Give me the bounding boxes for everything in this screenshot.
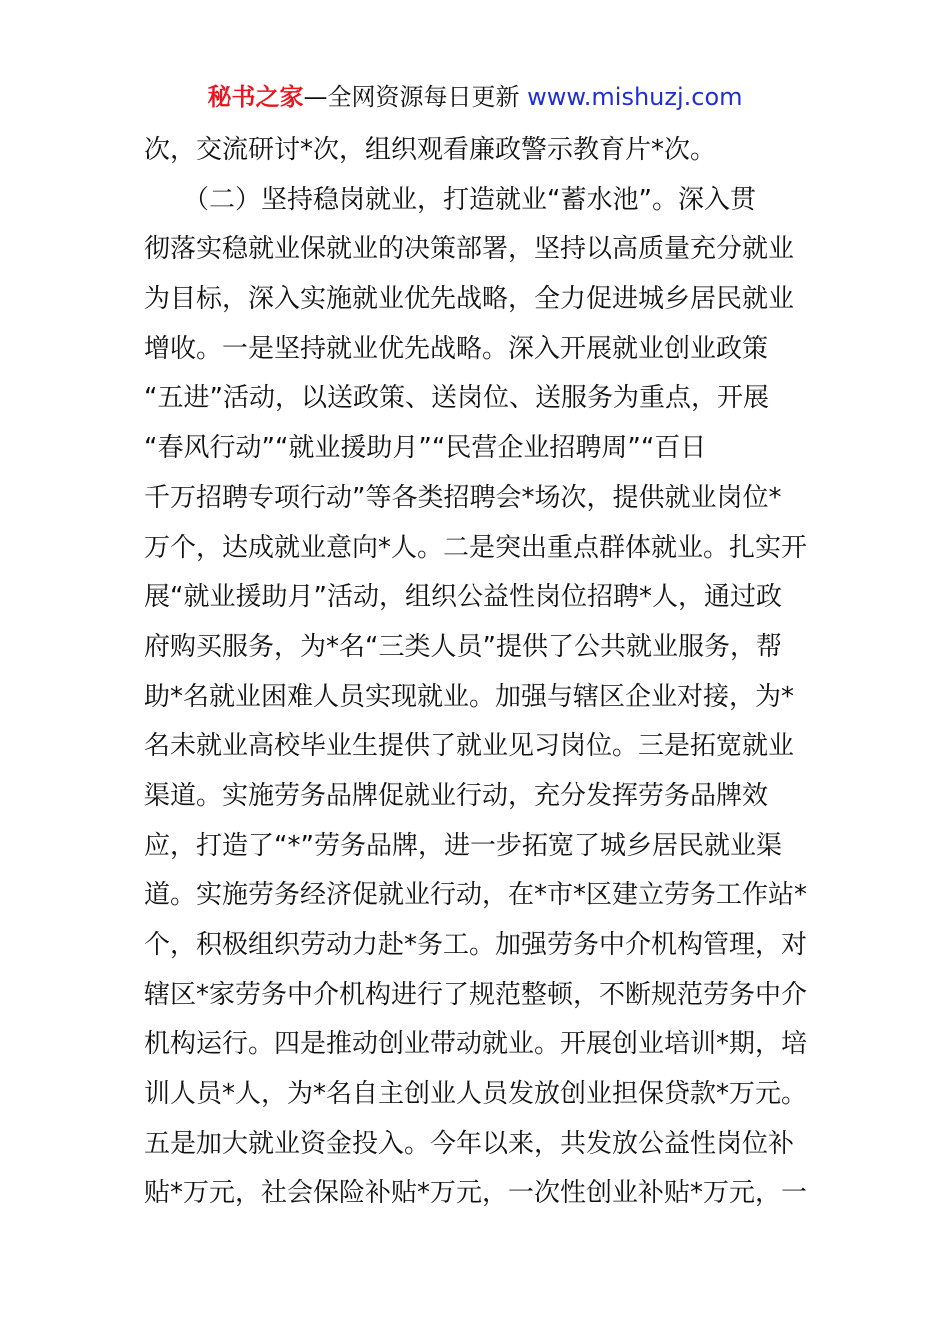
brand-name: 秘书之家 [207,83,304,111]
text-line: 贴*万元，社会保险补贴*万元，一次性创业补贴*万元，一 [144,1178,808,1209]
header-tagline: —全网资源每日更新 [303,83,528,111]
text-line: 辖区*家劳务中介机构进行了规范整顿，不断规范劳务中介 [144,979,808,1010]
text-line: （二）坚持稳岗就业，打造就业“蓄水池”。深入贯 [144,184,756,215]
text-line: 训人员*人，为*名自主创业人员发放创业担保贷款*万元。 [144,1079,808,1110]
text-line: 次，交流研讨*次，组织观看廉政警示教育片*次。 [144,135,717,165]
text-line: 机构运行。四是推动创业带动就业。开展创业培训*期，培 [144,1029,808,1060]
text-line: 彻落实稳就业保就业的决策部署，坚持以高质量充分就业 [144,234,795,265]
text-line: “春风行动”“就业援助月”“民营企业招聘周”“百日 [144,433,707,464]
watermark-header [0,80,950,114]
document-body [144,126,824,1219]
text-line: 增收。一是坚持就业优先战略。深入开展就业创业政策 [144,333,769,364]
text-line: “五进”活动，以送政策、送岗位、送服务为重点，开展 [144,383,769,414]
text-line: 应，打造了“*”劳务品牌，进一步拓宽了城乡居民就业渠 [144,830,782,861]
text-line: 渠道。实施劳务品牌促就业行动，充分发挥劳务品牌效 [144,780,769,811]
site-url: www.mishuzj.com [527,83,743,111]
text-line: 千万招聘专项行动”等各类招聘会*场次，提供就业岗位* [144,482,782,513]
text-line: 道。实施劳务经济促就业行动，在*市*区建立劳务工作站* [144,880,808,911]
text-line: 名未就业高校毕业生提供了就业见习岗位。三是拓宽就业 [144,731,795,762]
text-line: 万个，达成就业意向*人。二是突出重点群体就业。扎实开 [144,532,808,563]
text-line: 为目标，深入实施就业优先战略，全力促进城乡居民就业 [144,284,795,315]
text-line: 展“就业援助月”活动，组织公益性岗位招聘*人，通过政 [144,582,782,613]
text-line: 个，积极组织劳动力赴*务工。加强劳务中介机构管理，对 [144,930,808,960]
text-line: 五是加大就业资金投入。今年以来，共发放公益性岗位补 [144,1128,795,1159]
text-line: 府购买服务，为*名“三类人员”提供了公共就业服务，帮 [144,631,782,662]
text-line: 助*名就业困难人员实现就业。加强与辖区企业对接，为* [144,681,795,712]
